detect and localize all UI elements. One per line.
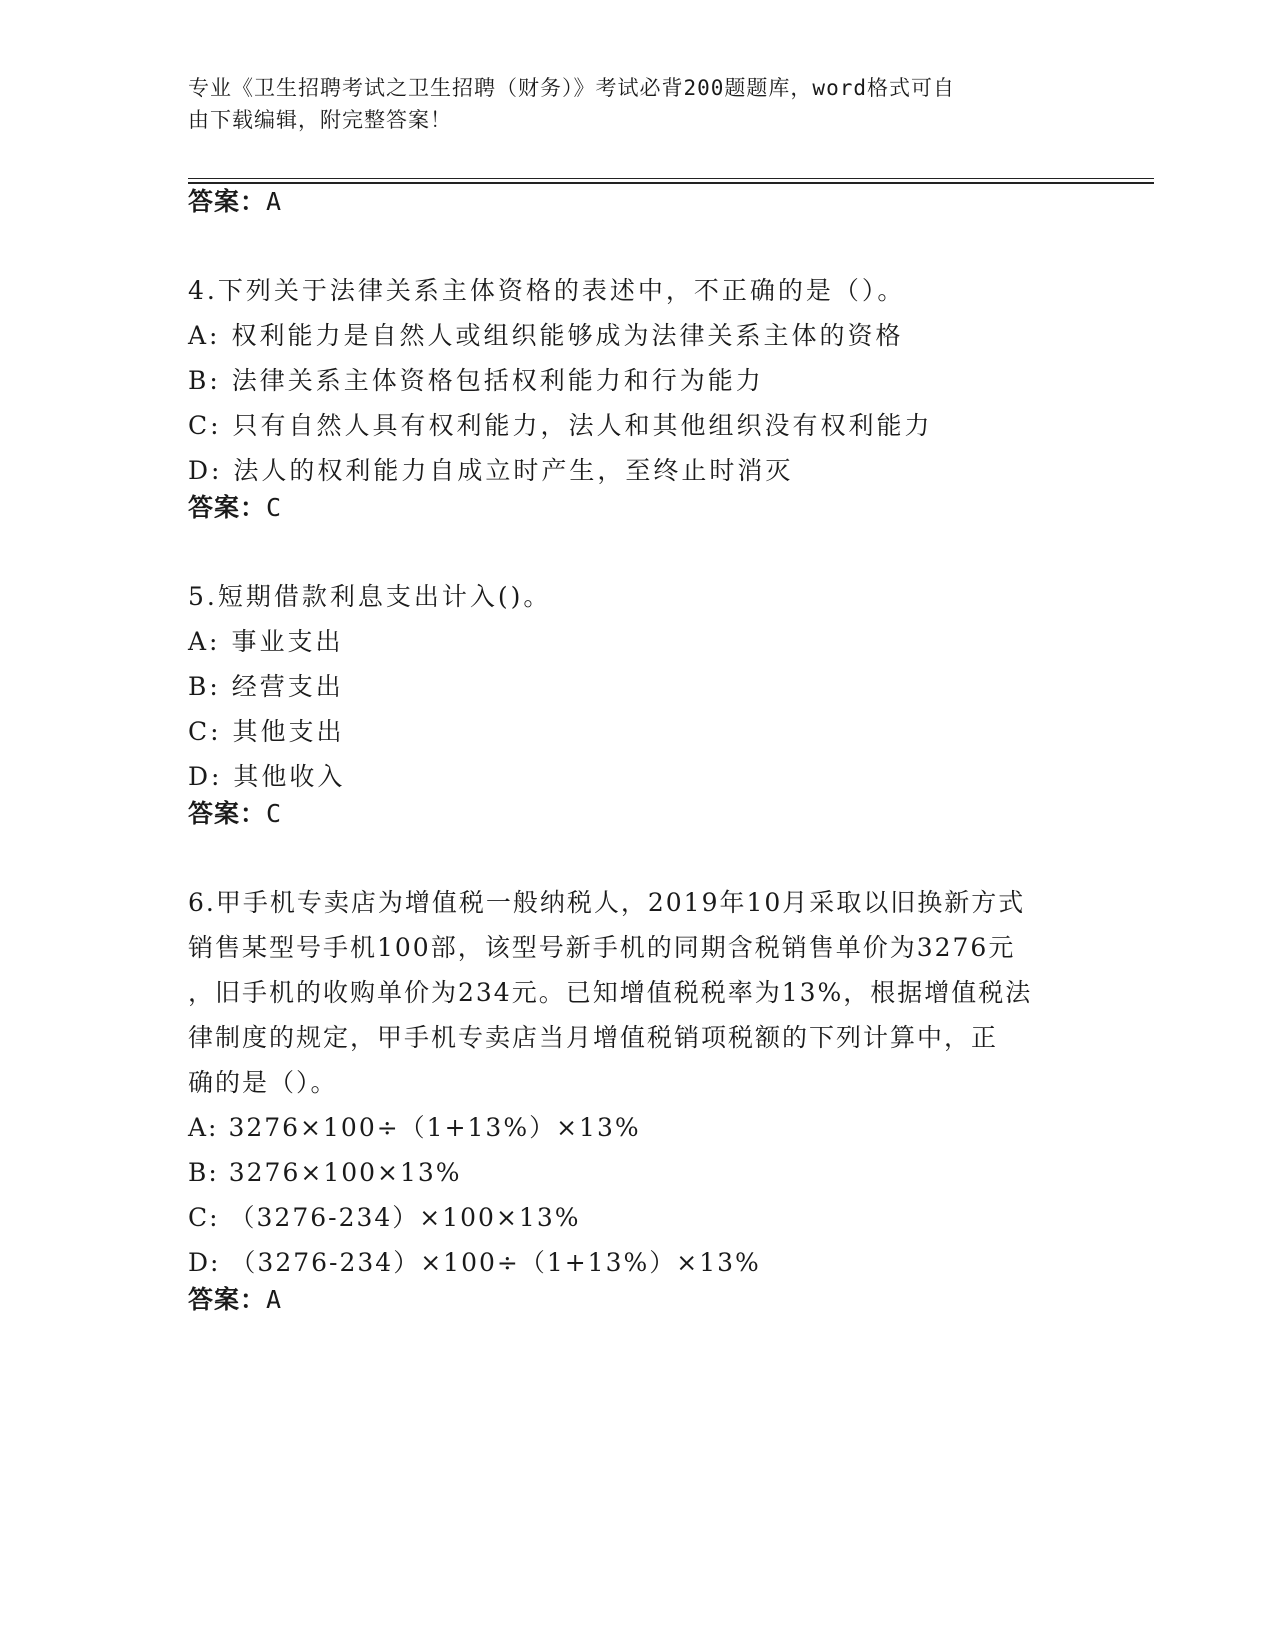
option-d <box>188 754 1088 799</box>
answer-label: 答案： <box>188 187 267 216</box>
option-key: C: <box>188 717 222 746</box>
answer-label: 答案： <box>188 493 267 522</box>
option-d <box>188 448 1088 493</box>
option-text: 法人的权利能力自成立时产生，至终止时消灭 <box>233 456 794 485</box>
option-key: C: <box>188 1203 220 1232</box>
option-b <box>188 358 1088 403</box>
option-key: B: <box>188 366 221 395</box>
option-key: A: <box>188 627 221 656</box>
option-key: D: <box>188 456 223 485</box>
document-header <box>188 72 1068 136</box>
option-a <box>188 1105 1088 1150</box>
option-c <box>188 709 1088 754</box>
option-text: 3276×100×13% <box>228 1158 462 1187</box>
question-stem: 4.下列关于法律关系主体资格的表述中，不正确的是（）。 <box>188 276 906 305</box>
option-c <box>188 403 1088 448</box>
question-stem-line: 销售某型号手机100部，该型号新手机的同期含税销售单价为3276元 <box>188 933 1016 962</box>
option-a <box>188 619 1088 664</box>
option-b <box>188 664 1088 709</box>
option-key: A: <box>188 1113 219 1142</box>
option-b <box>188 1150 1088 1195</box>
option-key: D: <box>188 762 223 791</box>
option-text: 其他支出 <box>232 717 345 746</box>
option-text: 法律关系主体资格包括权利能力和行为能力 <box>231 366 764 395</box>
answer-line <box>188 184 282 220</box>
option-text: 3276×100÷（1+13%）×13% <box>228 1113 641 1142</box>
answer-value: A <box>266 1285 283 1314</box>
option-key: A: <box>188 321 221 350</box>
option-text: （3276-234）×100÷（1+13%）×13% <box>230 1248 761 1277</box>
answer-label: 答案： <box>188 799 267 828</box>
option-key: D: <box>188 1248 221 1277</box>
option-d <box>188 1240 1088 1285</box>
question-stem-line: ，旧手机的收购单价为234元。已知增值税税率为13%，根据增值税法 <box>188 978 1033 1007</box>
option-key: B: <box>188 1158 219 1187</box>
question-6 <box>188 880 1088 1285</box>
answer-line <box>188 1282 282 1318</box>
option-text: 只有自然人具有权利能力，法人和其他组织没有权利能力 <box>232 411 933 440</box>
option-text: 经营支出 <box>231 672 344 701</box>
question-4 <box>188 268 1088 493</box>
header-rule-thick <box>188 182 1154 184</box>
option-text: 事业支出 <box>231 627 344 656</box>
header-line-2: 由下载编辑，附完整答案！ <box>188 108 452 132</box>
option-text: 其他收入 <box>233 762 346 791</box>
answer-label: 答案： <box>188 1285 267 1314</box>
question-5 <box>188 574 1088 799</box>
question-stem-line: 律制度的规定，甲手机专卖店当月增值税销项税额的下列计算中，正 <box>188 1023 999 1052</box>
option-text: （3276-234）×100×13% <box>229 1203 581 1232</box>
option-key: C: <box>188 411 222 440</box>
question-stem: 5.短期借款利息支出计入()。 <box>188 582 552 611</box>
header-rule-thin <box>188 178 1154 179</box>
answer-value: A <box>266 187 283 216</box>
option-key: B: <box>188 672 221 701</box>
option-text: 权利能力是自然人或组织能够成为法律关系主体的资格 <box>231 321 904 350</box>
option-c <box>188 1195 1088 1240</box>
question-stem-line: 确的是（）。 <box>188 1068 338 1097</box>
answer-value: C <box>266 493 283 522</box>
header-line-1: 专业《卫生招聘考试之卫生招聘（财务）》考试必背200题题库，word格式可自 <box>188 76 955 100</box>
answer-line <box>188 490 282 526</box>
question-stem-line: 6.甲手机专卖店为增值税一般纳税人，2019年10月采取以旧换新方式 <box>188 888 1026 917</box>
answer-line <box>188 796 282 832</box>
option-a <box>188 313 1088 358</box>
answer-value: C <box>266 799 283 828</box>
